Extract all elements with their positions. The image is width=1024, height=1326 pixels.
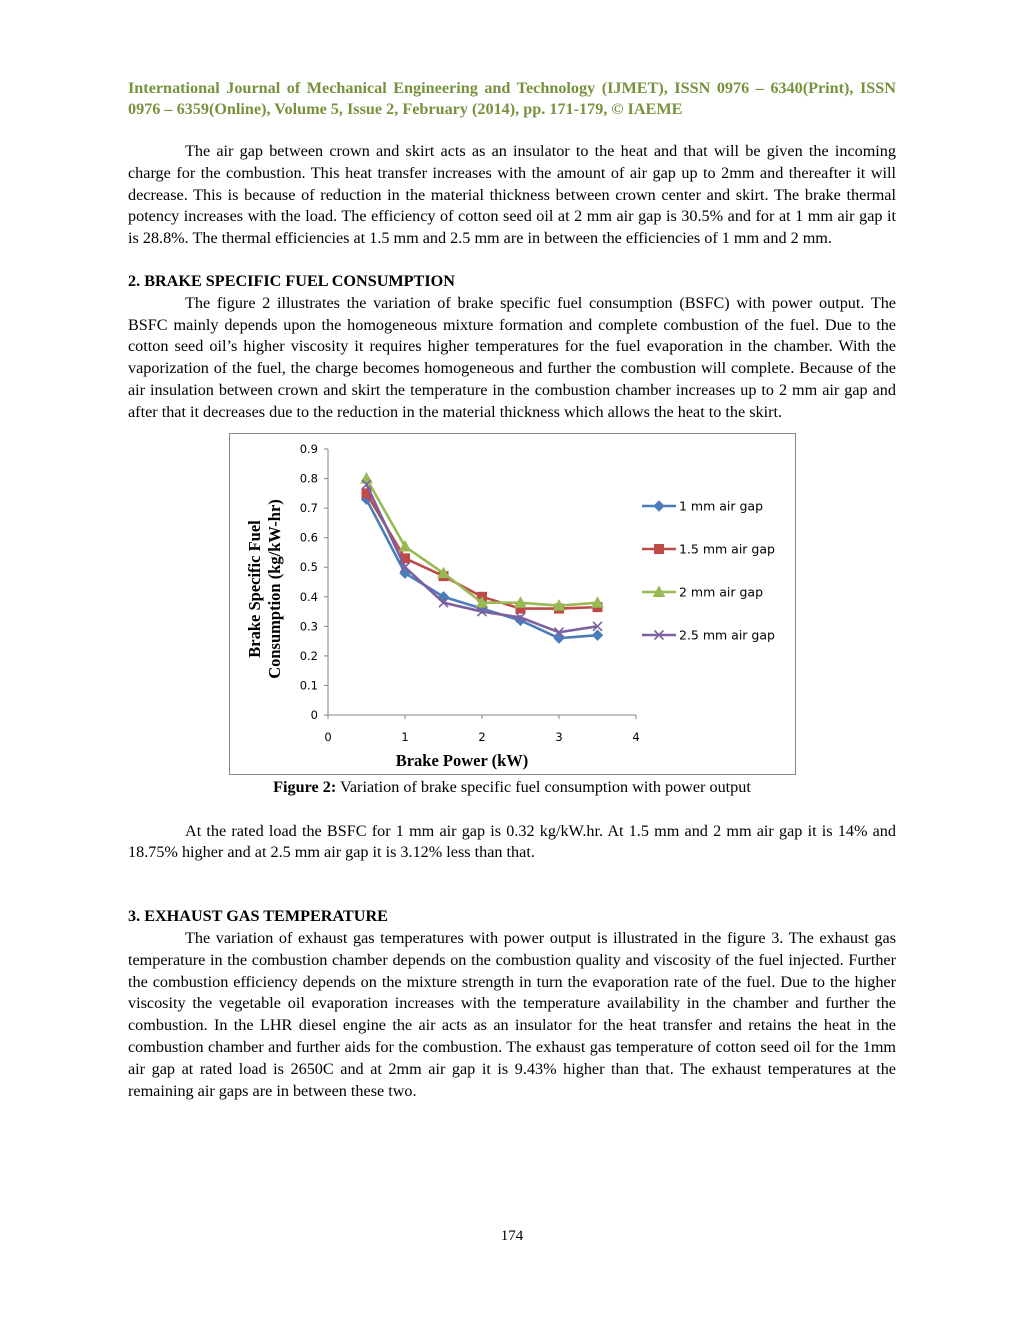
y-tick-label: 0.6 bbox=[299, 530, 318, 545]
series-line bbox=[367, 478, 598, 605]
legend-label: 2.5 mm air gap bbox=[679, 627, 775, 643]
y-tick-label: 0.7 bbox=[299, 500, 318, 515]
legend-label: 1 mm air gap bbox=[679, 498, 764, 514]
bsfc-chart bbox=[229, 433, 796, 775]
y-tick-label: 0.3 bbox=[299, 618, 318, 633]
section-heading-exhaust: 3. EXHAUST GAS TEMPERATURE bbox=[128, 907, 388, 926]
series-line bbox=[367, 499, 598, 638]
figure-2 bbox=[128, 424, 896, 776]
y-tick-label: 0.8 bbox=[299, 471, 318, 486]
section-heading-bsfc: 2. BRAKE SPECIFIC FUEL CONSUMPTION bbox=[128, 271, 455, 290]
series-3 bbox=[361, 473, 603, 610]
figure-caption bbox=[128, 776, 896, 798]
x-tick-label: 2 bbox=[478, 729, 486, 744]
y-axis-title-line2: Consumption (kg/kW-hr) bbox=[265, 498, 284, 679]
y-tick-label: 0 bbox=[310, 707, 318, 722]
page-number: 174 bbox=[500, 1228, 524, 1244]
figure-caption-text: Variation of brake specific fuel consumption with power output bbox=[336, 777, 751, 796]
legend-label: 1.5 mm air gap bbox=[679, 541, 775, 557]
legend-item bbox=[642, 584, 763, 599]
bsfc-chart-svg bbox=[230, 434, 795, 774]
page-content bbox=[128, 78, 896, 1102]
legend-item bbox=[642, 541, 775, 556]
legend-item bbox=[642, 498, 763, 513]
y-axis-title-line1: Brake Specific Fuel bbox=[245, 519, 264, 658]
x-tick-label: 0 bbox=[324, 729, 332, 744]
data-point bbox=[400, 541, 411, 551]
series-1 bbox=[362, 494, 603, 643]
intro-paragraph: The air gap between crown and skirt acts as an insulator to the heat and that will be given the incoming charge for the combustion. This heat transfer increases with the amount of air gap up to 2mm and thereafter it will decrease. This is because of reduction in the material thickness between crown center and skirt. The brake thermal potency increases with the load. The efficiency of cotton seed oil at 2 mm air gap is 30.5% and for at 1 mm air gap it is 28.8%. The thermal efficiencies at 1.5 mm and 2.5 mm are in between the efficiencies of 1 mm and 2 mm. bbox=[128, 142, 896, 248]
legend-marker bbox=[654, 501, 664, 511]
journal-header: International Journal of Mechanical Engineering and Technology (IJMET), ISSN 0976 – 6340(Print), ISSN 0976 – 6359(Online), Volume 5, Issue 2, February (2014), pp. 171-179, © IAEME bbox=[128, 79, 896, 118]
x-tick-label: 4 bbox=[632, 729, 640, 744]
y-tick-label: 0.5 bbox=[299, 559, 318, 574]
y-tick-label: 0.2 bbox=[299, 648, 318, 663]
data-point bbox=[593, 630, 603, 640]
y-tick-label: 0.9 bbox=[299, 441, 318, 456]
exhaust-paragraph: The variation of exhaust gas temperatures with power output is illustrated in the figure 3. The exhaust gas temperature in the combustion chamber depends on the combustion quality and viscosity of the fuel injected. Further the combustion efficiency depends on the mixture strength in turn the evaporation rate of the fuel. Due to the higher viscosity the vegetable oil evaporation increases with the temperature availability in the chamber and further the combustion. In the LHR diesel engine the air acts as an insulator for the heat transfer and retains the heat in the combustion chamber and further aids for the combustion. The exhaust gas temperature of cotton seed oil for the 1mm air gap at rated load is 2650C and at 2mm air gap it is 9.43% higher than that. The exhaust temperatures at the remaining air gaps are in between these two. bbox=[128, 928, 896, 1100]
bsfc-paragraph: The figure 2 illustrates the variation of brake specific fuel consumption (BSFC) with power output. The BSFC mainly depends upon the homogeneous mixture formation and complete combustion of the fuel. Due to the cotton seed oil’s higher viscosity it requires higher temperatures for the fuel evaporation in the chamber. With the vaporization of the fuel, the charge becomes homogeneous and further the combustion will complete. Because of the air insulation between crown and skirt the temperature in the combustion chamber increases up to 2 mm air gap and after that it decreases due to the reduction in the material thickness which allows the heat to the skirt. bbox=[128, 293, 896, 421]
rated-load-paragraph: At the rated load the BSFC for 1 mm air gap is 0.32 kg/kW.hr. At 1.5 mm and 2 mm air gap it is 14% and 18.75% higher and at 2.5 mm air gap it is 3.12% less than that. bbox=[128, 821, 896, 862]
figure-caption-label: Figure 2: bbox=[273, 777, 337, 796]
y-tick-label: 0.4 bbox=[299, 589, 318, 604]
y-tick-label: 0.1 bbox=[299, 678, 318, 693]
x-axis-title: Brake Power (kW) bbox=[395, 750, 529, 770]
x-tick-label: 1 bbox=[401, 729, 409, 744]
x-tick-label: 3 bbox=[555, 729, 563, 744]
legend-item bbox=[642, 627, 775, 642]
legend-marker bbox=[655, 544, 664, 553]
legend-label: 2 mm air gap bbox=[679, 584, 764, 600]
